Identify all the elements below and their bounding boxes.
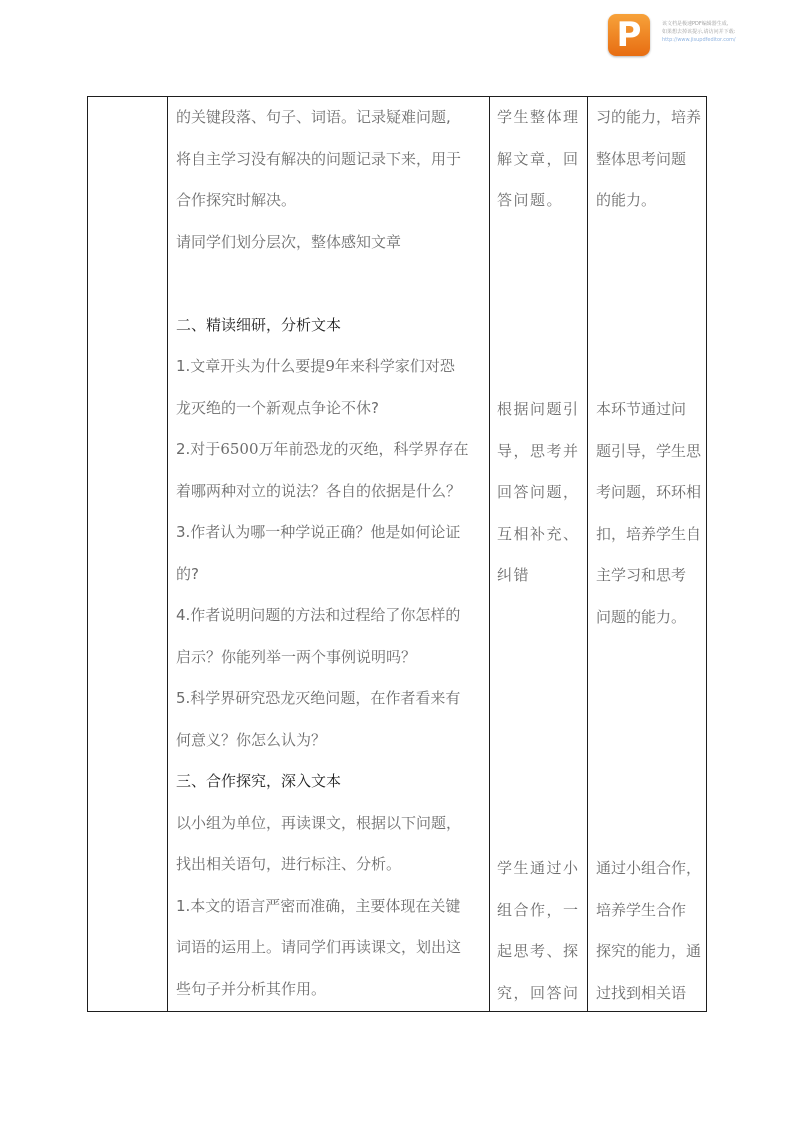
student-activity-line: 根据问题引 bbox=[497, 400, 580, 418]
content-line: 1.本文的语言严密而准确，主要体现在关键 bbox=[176, 896, 461, 915]
watermark-notice bbox=[662, 20, 780, 44]
watermark-url-link[interactable]: http://www.jisupdfeditor.com/ bbox=[662, 37, 736, 43]
student-activity-line: 答问题。 bbox=[497, 191, 564, 209]
design-intent-column bbox=[596, 848, 706, 1014]
content-line: 合作探究时解决。 bbox=[176, 191, 297, 209]
design-intent-line: 问题的能力。 bbox=[596, 607, 687, 626]
design-intent-column bbox=[596, 389, 706, 638]
content-line: 请同学们划分层次，整体感知文章 bbox=[176, 232, 402, 251]
pdf-editor-logo-icon bbox=[608, 14, 650, 56]
content-line: 1.文章开头为什么要提9年来科学家们对恐 bbox=[176, 357, 455, 375]
design-intent-line: 探究的能力，通 bbox=[596, 942, 702, 960]
content-line: 3.作者认为哪一种学说正确？他是如何论证 bbox=[176, 523, 461, 541]
watermark-line: 如果想去掉该提示,请访问并下载: bbox=[662, 29, 736, 35]
blank-line bbox=[176, 263, 486, 305]
section-heading: 二、精读细研，分析文本 bbox=[176, 315, 342, 334]
student-activity-line: 互相补充、 bbox=[497, 524, 580, 543]
column-divider bbox=[587, 97, 588, 1011]
student-activity-line: 学生整体理 bbox=[497, 108, 580, 126]
content-line: 将自主学习没有解决的问题记录下来，用于 bbox=[176, 149, 462, 168]
logo-letter: P bbox=[616, 15, 642, 55]
student-activity-column bbox=[497, 848, 587, 1014]
watermark-line: 该文档是极速PDF编辑器生成, bbox=[662, 21, 729, 27]
content-line: 4.作者说明问题的方法和过程给了你怎样的 bbox=[176, 606, 461, 624]
content-line: 词语的运用上。请同学们再读课文，划出这 bbox=[176, 938, 462, 956]
design-intent-line: 整体思考问题 bbox=[596, 149, 687, 168]
content-line: 的关键段落、句子、词语。记录疑难问题, bbox=[176, 108, 451, 126]
content-line: 以小组为单位，再读课文，根据以下问题， bbox=[176, 813, 462, 832]
student-activity-line: 解文章，回 bbox=[497, 149, 580, 168]
student-activity-line: 回答问题， bbox=[497, 483, 580, 501]
design-intent-line: 题引导，学生思 bbox=[596, 441, 702, 460]
lesson-plan-table bbox=[87, 96, 707, 1012]
design-intent-line: 考问题，环环相 bbox=[596, 483, 702, 501]
design-intent-column bbox=[596, 97, 706, 222]
column-divider bbox=[167, 97, 168, 1011]
student-activity-line: 纠错 bbox=[497, 566, 531, 584]
student-activity-column bbox=[497, 97, 587, 222]
section-heading: 三、合作探究，深入文本 bbox=[176, 772, 342, 790]
design-intent-line: 培养学生合作 bbox=[596, 900, 687, 919]
design-intent-line: 扣，培养学生自 bbox=[596, 524, 702, 543]
content-line: 启示？你能列举一两个事例说明吗？ bbox=[176, 647, 417, 666]
content-line: 的? bbox=[176, 564, 199, 583]
pdf-editor-watermark bbox=[608, 14, 778, 58]
student-activity-line: 导，思考并 bbox=[497, 441, 580, 460]
design-intent-line: 主学习和思考 bbox=[596, 566, 687, 584]
content-line: 何意义？你怎么认为？ bbox=[176, 730, 327, 749]
design-intent-line: 过找到相关语 bbox=[596, 983, 687, 1002]
student-activity-line: 学生通过小 bbox=[497, 859, 580, 877]
student-activity-line: 究，回答问 bbox=[497, 983, 580, 1002]
content-line: 5.科学界研究恐龙灭绝问题，在作者看来有 bbox=[176, 689, 461, 707]
content-line: 找出相关语句，进行标注、分析。 bbox=[176, 855, 402, 873]
student-activity-line: 起思考、探 bbox=[497, 942, 580, 960]
design-intent-line: 通过小组合作， bbox=[596, 859, 702, 877]
design-intent-line: 的能力。 bbox=[596, 191, 657, 209]
content-line: 些句子并分析其作用。 bbox=[176, 979, 327, 998]
content-line: 龙灭绝的一个新观点争论不休? bbox=[176, 398, 379, 417]
design-intent-line: 习的能力，培养 bbox=[596, 108, 702, 126]
student-activity-column bbox=[497, 389, 587, 597]
column-divider bbox=[489, 97, 490, 1011]
teaching-content-column bbox=[176, 97, 486, 1010]
content-line: 着哪两种对立的说法？各自的依据是什么？ bbox=[176, 481, 462, 500]
design-intent-line: 本环节通过问 bbox=[596, 400, 687, 418]
content-line: 2.对于6500万年前恐龙的灭绝，科学界存在 bbox=[176, 440, 469, 458]
student-activity-line: 组合作，一 bbox=[497, 900, 580, 919]
